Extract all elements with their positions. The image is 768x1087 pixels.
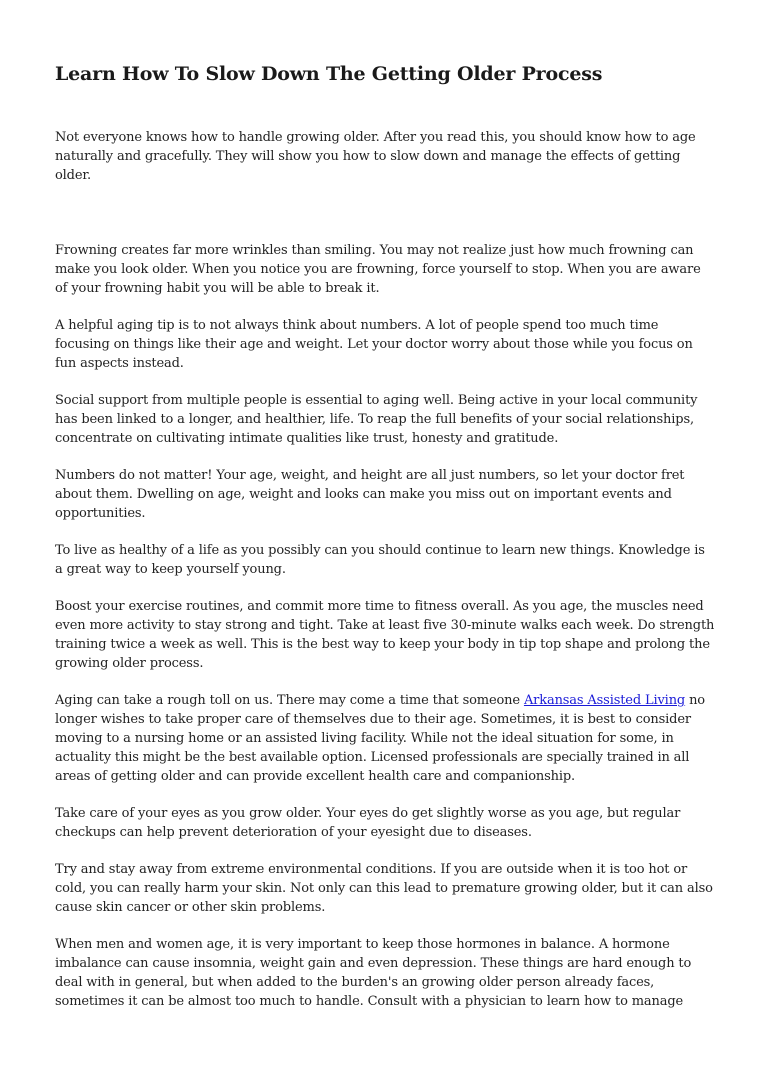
intro-paragraph: Not everyone knows how to handle growing older. After you read this, you should know how to age naturally and gracefully. They will show you how to slow down and manage the effects of getting older. [55, 130, 696, 183]
paragraph-hormones: When men and women age, it is very important to keep those hormones in balance. A hormone imbalance can cause insomnia, weight gain and even depression. These things are hard enough to deal with in general, but when added to the burden's an growing older person already faces, sometimes it can be almost too much to handle. Consult with a physician to learn how to manage [55, 937, 692, 1009]
paragraph-environment: Try and stay away from extreme environmental conditions. If you are outside when it is too hot or cold, you can really harm your skin. Not only can this lead to premature growing older, but it can also cause skin cancer or other skin problems. [55, 862, 713, 915]
arkansas-assisted-living-link[interactable]: Arkansas Assisted Living [523, 693, 686, 708]
assisted-living-text-after: no longer wishes to take proper care of themselves due to their age. Sometimes, it is best to consider moving to a nursing home or an assisted living facility. While not the ideal situation for some, in actuality this might be the best available option. Licensed professionals are specially trained in all areas of getting older and can provide excellent health care and companionship. [55, 693, 705, 784]
paragraph-numbers-tip: A helpful aging tip is to not always think about numbers. A lot of people spend too much time focusing on things like their age and weight. Let your doctor worry about those while you focus on fun aspects instead. [55, 318, 693, 371]
paragraph-frowning: Frowning creates far more wrinkles than smiling. You may not realize just how much frowning can make you look older. When you notice you are frowning, force yourself to stop. When you are aware of your frowning habit you will be able to break it. [55, 243, 701, 296]
paragraph-social-support: Social support from multiple people is essential to aging well. Being active in your local community has been linked to a longer, and healthier, life. To reap the full benefits of your social relationships, concentrate on cultivating intimate qualities like trust, honesty and gratitude. [55, 393, 698, 446]
assisted-living-text-before: Aging can take a rough toll on us. There may come a time that someone [55, 693, 524, 708]
paragraph-assisted-living [55, 691, 715, 786]
paragraph-eyes: Take care of your eyes as you grow older. Your eyes do get slightly worse as you age, but regular checkups can help prevent deterioration of your eyesight due to diseases. [55, 806, 681, 840]
document-page [55, 62, 715, 1029]
paragraph-exercise: Boost your exercise routines, and commit more time to fitness overall. As you age, the muscles need even more activity to stay strong and tight. Take at least five 30-minute walks each week. Do strength training twice a week as well. This is the best way to keep your body in tip top shape and prolong the growing older process. [55, 599, 715, 671]
paragraph-numbers-do-not-matter: Numbers do not matter! Your age, weight, and height are all just numbers, so let your doctor fret about them. Dwelling on age, weight and looks can make you miss out on important events and opportunities. [55, 468, 685, 521]
paragraph-learn-new-things: To live as healthy of a life as you possibly can you should continue to learn new things. Knowledge is a great way to keep yourself young. [55, 543, 705, 577]
page-title: Learn How To Slow Down The Getting Older Process [55, 63, 603, 85]
